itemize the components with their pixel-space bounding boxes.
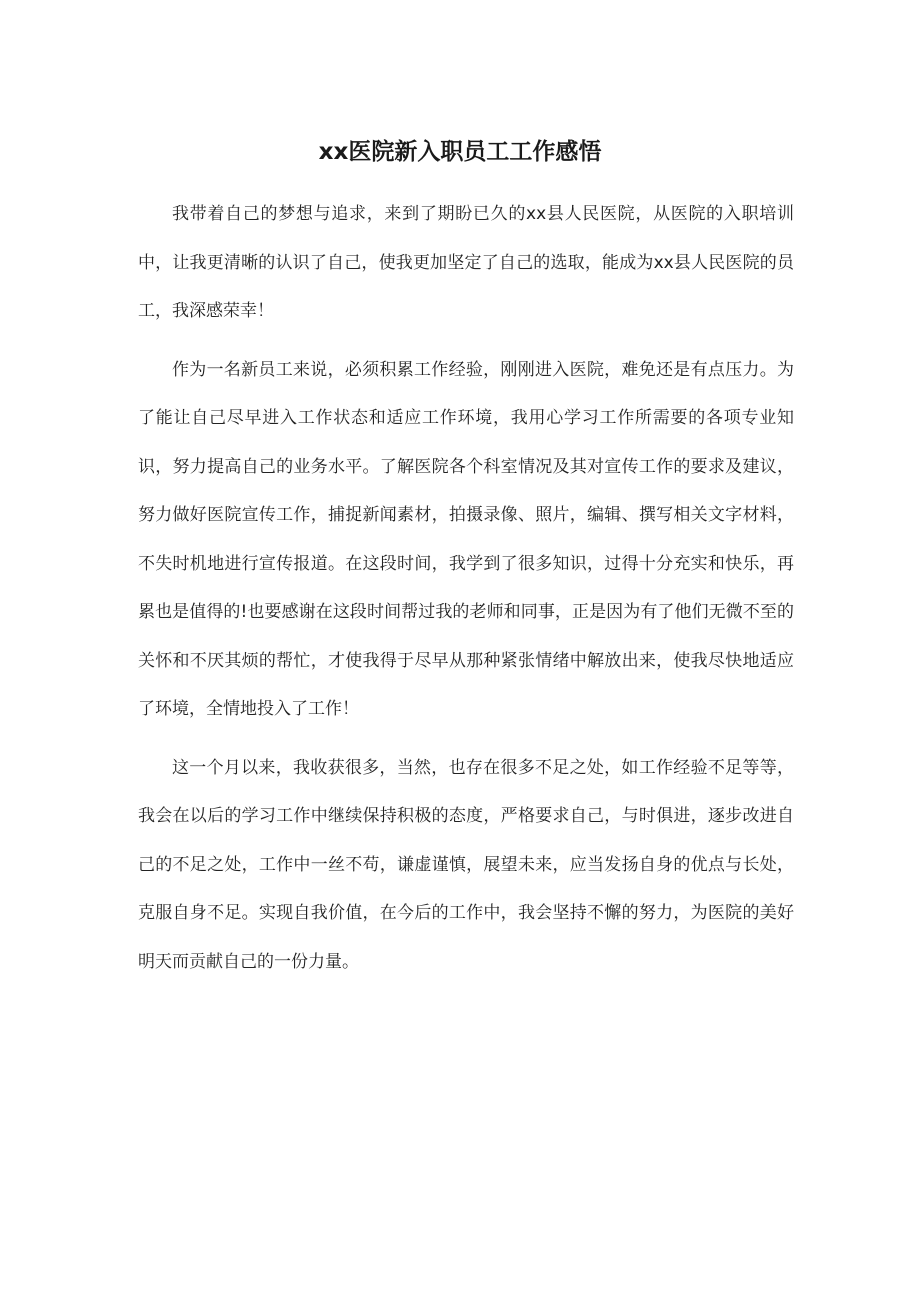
paragraph-1: 我带着自己的梦想与追求，来到了期盼已久的xx县人民医院，从医院的入职培训中，让我更清晰的认识了自己，使我更加坚定了自己的选取，能成为xx县人民医院的员工，我深感荣幸！ (138, 204, 794, 321)
document-title: xx医院新入职员工工作感悟 (318, 139, 602, 165)
paragraph-2: 作为一名新员工来说，必须积累工作经验，刚刚进入医院，难免还是有点压力。为了能让自己尽早进入工作状态和适应工作环境，我用心学习工作所需要的各项专业知识，努力提高自己的业务水平。了解医院各个科室情况及其对宣传工作的要求及建议，努力做好医院宣传工作，捕捉新闻素材，拍摄录像、照片，编辑、撰写相关文字材料，不失时机地进行宣传报道。在这段时间，我学到了很多知识，过得十分充实和快乐，再累也是值得的!也要感谢在这段时间帮过我的老师和同事，正是因为有了他们无微不至的关怀和不厌其烦的帮忙，才使我得于尽早从那种紧张情绪中解放出来，使我尽快地适应了环境，全情地投入了工作！ (138, 359, 794, 719)
paragraph-3: 这一个月以来，我收获很多，当然，也存在很多不足之处，如工作经验不足等等，我会在以后的学习工作中继续保持积极的态度，严格要求自己，与时俱进，逐步改进自己的不足之处，工作中一丝不苟，谦虚谨慎，展望未来，应当发扬自身的优点与长处，克服自身不足。实现自我价值，在今后的工作中，我会坚持不懈的努力，为医院的美好明天而贡献自己的一份力量。 (138, 757, 794, 972)
document-body (138, 190, 794, 996)
